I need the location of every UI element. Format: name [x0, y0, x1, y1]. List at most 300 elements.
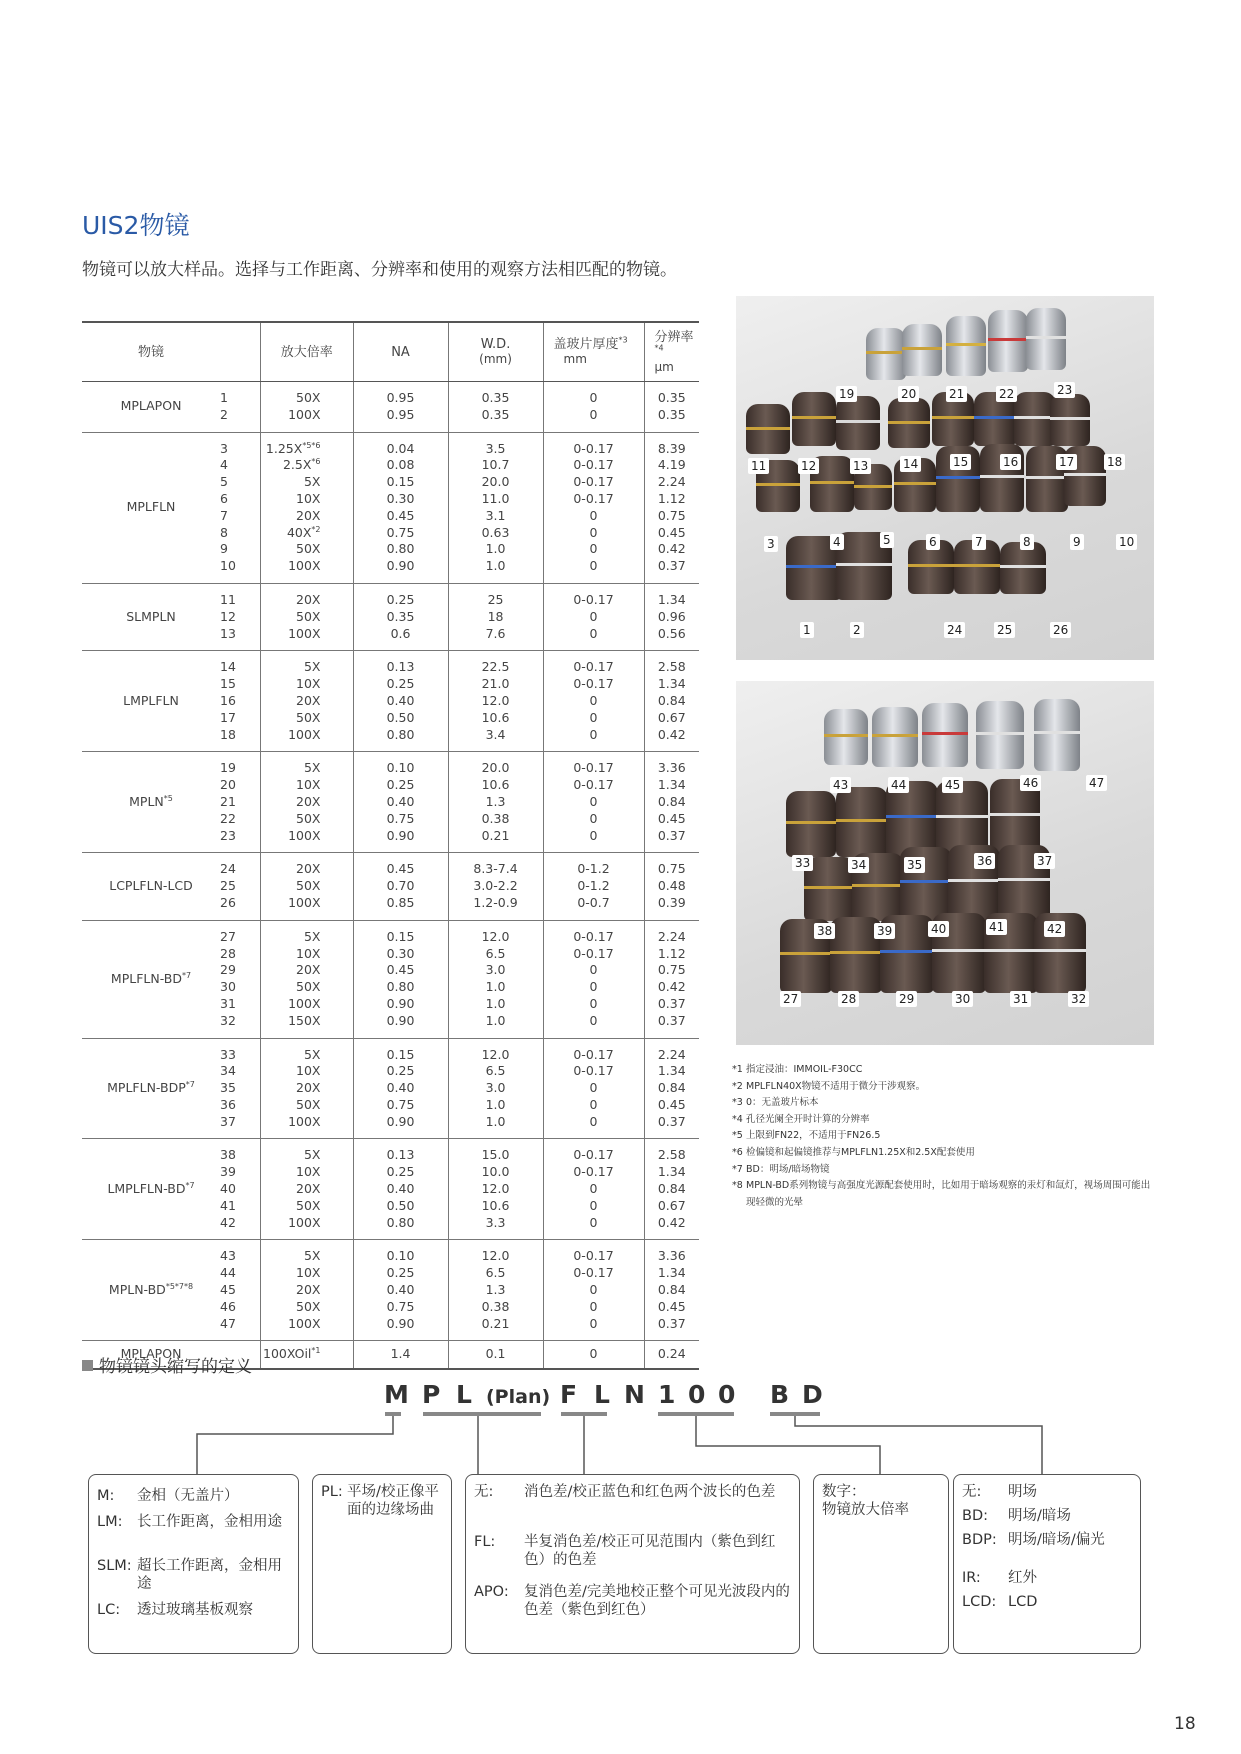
cover-cell — [543, 752, 644, 853]
cover-value: 0 — [589, 1282, 598, 1298]
table-header-row — [82, 322, 699, 382]
res-value: 1.34 — [657, 1164, 686, 1180]
cover-value: 0-0.17 — [573, 1063, 614, 1079]
lens-color-band — [974, 416, 1016, 419]
wd-value: 1.0 — [485, 995, 506, 1011]
wd-value: 18 — [487, 608, 504, 624]
na-value: 0.30 — [386, 490, 415, 506]
objective-number-label: 35 — [904, 857, 925, 873]
header-number — [220, 322, 261, 382]
cover-value: 0 — [589, 1080, 598, 1096]
definition-row — [822, 1483, 942, 1519]
definition-value: LCD — [1008, 1594, 1038, 1610]
wd-value: 22.5 — [481, 659, 510, 675]
objective-number-label: 30 — [952, 991, 973, 1007]
magnification-text: 100X — [288, 827, 321, 843]
definition-key: 数字： — [822, 1484, 866, 1500]
magnification-cell — [261, 583, 354, 650]
objective-number-cell — [220, 1139, 261, 1240]
code-letter-d: D — [802, 1380, 823, 1409]
definition-value: 红外 — [1008, 1570, 1037, 1586]
res-value: 0.37 — [657, 1012, 686, 1028]
code-letter-f: F — [560, 1380, 578, 1409]
na-value: 0.80 — [386, 1214, 415, 1230]
na-cell — [353, 1139, 448, 1240]
cover-cell — [543, 1038, 644, 1139]
code-letter-b: B — [770, 1380, 790, 1409]
objective-number: 39 — [220, 1164, 236, 1180]
magnification-text: 20X — [296, 692, 321, 708]
table-row — [82, 432, 699, 583]
res-value: 0.67 — [657, 1197, 686, 1213]
objective-number-label: 43 — [830, 777, 851, 793]
lens-color-band — [900, 880, 952, 883]
table-row — [82, 651, 699, 752]
definition-value: 消色差/校正蓝色和红色两个波长的色差 — [524, 1484, 776, 1500]
lens-color-band — [780, 952, 832, 955]
wd-value: 21.0 — [481, 676, 510, 692]
wd-value: 12.0 — [481, 1248, 510, 1264]
objective-number: 42 — [220, 1214, 236, 1230]
magnification-text: 10X — [296, 676, 321, 692]
objective-number-label: 24 — [944, 622, 965, 638]
magnification-text: 10X — [296, 945, 321, 961]
definition-value: 物镜放大倍率 — [822, 1502, 909, 1518]
cover-value: 0 — [589, 1214, 598, 1230]
objective-number-label: 12 — [798, 458, 819, 474]
objectives-photo-1 — [736, 296, 1154, 660]
magnification-value — [263, 1198, 351, 1215]
magnification-cell — [261, 1038, 354, 1139]
magnification-text: 100X — [288, 995, 321, 1011]
na-cell — [353, 1341, 448, 1369]
objective-number-label: 15 — [950, 454, 971, 470]
lens-color-band — [998, 878, 1050, 881]
underline-bd — [770, 1412, 820, 1416]
header-cover-line1: 盖玻片厚度 — [553, 337, 619, 352]
res-value: 0.96 — [657, 608, 686, 624]
objective-number: 26 — [220, 894, 236, 910]
magnification-value — [263, 390, 351, 407]
res-cell — [644, 752, 699, 853]
objective-name: MPLN-BD — [108, 1282, 166, 1298]
objective-footnote-mark: *5 — [163, 793, 173, 803]
objective-number-label: 3 — [764, 536, 778, 552]
objective-number: 23 — [220, 827, 236, 843]
code-digit-0b: 0 — [718, 1380, 736, 1409]
objective-number-label: 21 — [946, 386, 967, 402]
definition-value: 明场/暗场 — [1008, 1508, 1071, 1524]
na-value: 0.25 — [386, 1265, 415, 1281]
magnification-value — [263, 1114, 351, 1131]
footnote-text: 孔径光阑全开时计算的分辨率 — [746, 1113, 870, 1125]
objective-number-label: 41 — [986, 919, 1007, 935]
objective-number-label: 8 — [1020, 534, 1034, 550]
cover-value: 0 — [589, 390, 598, 405]
cover-value: 0-0.17 — [573, 760, 614, 776]
magnification-text: 5X — [303, 928, 321, 944]
objective-number-label: 17 — [1056, 454, 1077, 470]
wd-value: 1.0 — [485, 1012, 506, 1028]
na-value: 0.85 — [386, 894, 415, 910]
res-value: 2.24 — [657, 474, 686, 490]
magnification-value — [263, 592, 351, 609]
cover-value: 0 — [589, 524, 598, 540]
magnification-value — [263, 407, 351, 424]
na-value: 0.90 — [386, 827, 415, 843]
wd-value: 10.6 — [481, 1197, 510, 1213]
footnote-mark: *1 — [732, 1064, 743, 1075]
magnification-text: 100XOil — [263, 1346, 312, 1362]
res-value: 0.37 — [657, 1113, 686, 1129]
res-value: 0.45 — [657, 810, 686, 826]
objective-number-label: 37 — [1034, 853, 1055, 869]
na-value: 0.40 — [386, 692, 415, 708]
wd-value: 0.21 — [481, 827, 510, 843]
magnification-value — [263, 1047, 351, 1064]
footnote-item — [732, 1062, 1152, 1079]
footnote-item — [732, 1145, 1152, 1162]
definition-row — [474, 1583, 794, 1619]
magnification-value — [263, 1346, 351, 1363]
magnification-text: 10X — [296, 1265, 321, 1281]
na-value: 0.40 — [386, 1181, 415, 1197]
na-value: 0.10 — [386, 760, 415, 776]
objective-number: 44 — [220, 1265, 236, 1281]
objective-footnote-mark: *7 — [181, 970, 192, 980]
magnification-text: 20X — [296, 1282, 321, 1298]
definition-box-magnification — [813, 1474, 949, 1654]
lens-color-band — [946, 343, 986, 346]
objective-number: 8 — [220, 524, 228, 540]
objective-number-label: 40 — [928, 921, 949, 937]
wd-value: 0.21 — [481, 1315, 510, 1331]
magnification-text: 100X — [288, 625, 321, 641]
wd-value: 0.38 — [481, 810, 510, 826]
lens-color-band — [836, 420, 880, 423]
cover-value: 0-1.2 — [577, 878, 610, 894]
res-value: 0.45 — [657, 1298, 686, 1314]
cover-value: 0 — [589, 793, 598, 809]
objective-number: 31 — [220, 995, 236, 1011]
cover-cell — [543, 651, 644, 752]
na-value: 0.25 — [386, 777, 415, 793]
objective-lens-image — [792, 392, 836, 446]
cover-cell — [543, 382, 644, 433]
magnification-text: 40X — [286, 524, 312, 540]
objective-number-label: 6 — [926, 534, 940, 550]
wd-value: 8.3-7.4 — [473, 861, 518, 877]
magnification-text: 20X — [296, 1080, 321, 1096]
objective-number-label: 4 — [830, 534, 844, 550]
lens-color-band — [852, 884, 904, 887]
res-cell — [644, 853, 699, 920]
cover-cell — [543, 1139, 644, 1240]
magnification-text: 100X — [288, 1214, 321, 1230]
objective-name: LMPLFLN-BD — [107, 1181, 186, 1197]
na-value: 0.50 — [386, 1197, 415, 1213]
cover-value: 0-0.17 — [573, 440, 614, 456]
objective-number: 37 — [220, 1113, 236, 1129]
table-row — [82, 853, 699, 920]
objective-number-label: 11 — [748, 458, 769, 474]
res-value: 1.12 — [657, 945, 686, 961]
na-value: 0.15 — [386, 928, 415, 944]
magnification-value — [263, 1080, 351, 1097]
na-value: 0.80 — [386, 726, 415, 742]
cover-value: 0-0.17 — [573, 945, 614, 961]
objective-number: 46 — [220, 1298, 236, 1314]
definition-box-plan — [312, 1474, 452, 1654]
objective-name: MPLN — [129, 793, 164, 809]
lens-color-band — [830, 951, 882, 954]
cover-value: 0-0.17 — [573, 1046, 614, 1062]
objective-number-label: 45 — [942, 777, 963, 793]
definition-row — [97, 1557, 287, 1593]
definition-key: BD: — [962, 1508, 988, 1524]
objective-number-cell — [220, 1240, 261, 1341]
magnification-value — [263, 609, 351, 626]
objective-number-label: 16 — [1000, 454, 1021, 470]
wd-value: 25 — [487, 591, 504, 607]
magnification-value — [263, 1164, 351, 1181]
objective-name-cell — [82, 752, 220, 853]
objective-name-cell — [82, 1038, 220, 1139]
magnification-footnote-mark: *6 — [311, 457, 321, 467]
objective-number-label: 9 — [1070, 534, 1084, 550]
na-cell — [353, 752, 448, 853]
definition-value: 金相（无盖片） — [137, 1488, 239, 1504]
objective-name-cell — [82, 583, 220, 650]
magnification-text: 50X — [296, 878, 321, 894]
code-letter-l: L — [456, 1380, 472, 1409]
cover-cell — [543, 853, 644, 920]
objective-number-label: 42 — [1044, 921, 1065, 937]
objective-number-label: 33 — [792, 855, 813, 871]
definition-value: 长工作距离，金相用途 — [137, 1514, 282, 1530]
code-letter-m: M — [384, 1380, 409, 1409]
res-cell — [644, 583, 699, 650]
magnification-cell — [261, 853, 354, 920]
res-value: 0.75 — [657, 962, 686, 978]
res-value: 0.84 — [657, 1181, 686, 1197]
magnification-text: 10X — [296, 1063, 321, 1079]
code-letter-p: P — [422, 1380, 441, 1409]
na-value: 0.50 — [386, 709, 415, 725]
na-cell — [353, 583, 448, 650]
magnification-text: 100X — [288, 1113, 321, 1129]
page-title: UIS2物镜 — [82, 211, 190, 240]
objective-number: 4 — [220, 457, 228, 473]
res-value: 0.84 — [657, 793, 686, 809]
objective-lens-image — [836, 396, 880, 450]
magnification-value — [263, 794, 351, 811]
objective-name: LMPLFLN — [123, 692, 179, 708]
cover-value: 0 — [589, 1346, 598, 1362]
magnification-value — [263, 946, 351, 963]
magnification-value — [263, 777, 351, 794]
res-value: 1.34 — [657, 676, 686, 692]
magnification-cell — [261, 1139, 354, 1240]
cover-value: 0-0.17 — [573, 1248, 614, 1264]
magnification-text: 50X — [296, 541, 321, 557]
wd-cell — [448, 382, 543, 433]
na-cell — [353, 853, 448, 920]
wd-cell — [448, 583, 543, 650]
definition-row — [962, 1593, 1128, 1611]
cover-value: 0 — [589, 1315, 598, 1331]
footnote-mark: *4 — [732, 1113, 743, 1125]
objective-name: MPLFLN — [126, 499, 176, 515]
magnification-value — [263, 457, 351, 474]
lens-color-band — [1000, 565, 1046, 568]
magnification-text: 100X — [288, 726, 321, 742]
res-cell — [644, 1341, 699, 1369]
res-value: 0.75 — [657, 507, 686, 523]
table-row — [82, 752, 699, 853]
objective-number-label: 39 — [874, 923, 895, 939]
res-value: 2.24 — [657, 1046, 686, 1062]
magnification-text: 20X — [296, 1181, 321, 1197]
objective-footnote-mark: *5*7*8 — [165, 1281, 194, 1291]
definition-row — [962, 1483, 1128, 1501]
magnification-cell — [261, 1240, 354, 1341]
res-value: 0.35 — [657, 406, 686, 422]
wd-cell — [448, 853, 543, 920]
definition-row — [962, 1507, 1128, 1525]
cover-value: 0-1.2 — [577, 861, 610, 877]
wd-value: 3.3 — [485, 1214, 506, 1230]
lens-color-band — [984, 949, 1038, 952]
wd-value: 6.5 — [485, 1265, 506, 1281]
magnification-text: 50X — [296, 1096, 321, 1112]
definition-key: LC: — [97, 1602, 121, 1618]
magnification-cell — [261, 651, 354, 752]
cover-cell — [543, 920, 644, 1038]
footnote-mark: *6 — [732, 1146, 743, 1158]
na-value: 0.90 — [386, 1012, 415, 1028]
definition-row — [97, 1513, 287, 1531]
objective-number: 5 — [220, 474, 228, 490]
wd-value: 1.0 — [485, 1113, 506, 1129]
page-number: 18 — [1174, 1714, 1196, 1734]
lens-color-band — [990, 813, 1040, 816]
definition-key: IR: — [962, 1570, 981, 1586]
magnification-value — [263, 1316, 351, 1333]
magnification-text: 50X — [296, 608, 321, 624]
magnification-value — [263, 693, 351, 710]
objective-number: 30 — [220, 979, 236, 995]
objective-number: 25 — [220, 878, 236, 894]
magnification-text: 10X — [296, 490, 321, 506]
na-value: 0.35 — [386, 608, 415, 624]
magnification-text: 50X — [296, 1197, 321, 1213]
objective-name-cell — [82, 651, 220, 752]
objective-number: 22 — [220, 810, 236, 826]
footnote-mark: *5 — [732, 1130, 743, 1142]
objective-number-label: 38 — [814, 923, 835, 939]
wd-value: 10.0 — [481, 1164, 510, 1180]
magnification-text: 50X — [296, 810, 321, 826]
res-cell — [644, 651, 699, 752]
objective-number: 12 — [220, 608, 236, 624]
cover-value: 0 — [589, 995, 598, 1011]
magnification-text: 100X — [288, 558, 321, 574]
objective-number-label: 27 — [780, 991, 801, 1007]
magnification-value — [263, 1299, 351, 1316]
objective-number-label: 36 — [974, 853, 995, 869]
definition-key: APO: — [474, 1584, 509, 1600]
wd-value: 1.2-0.9 — [473, 894, 518, 910]
footnote-text: MPLN-BD系列物镜与高强度光源配套使用时，比如用于暗场观察的汞灯和氙灯，视场周围可能出现轻微的光晕 — [746, 1180, 1151, 1208]
na-value: 0.75 — [386, 810, 415, 826]
res-value: 0.42 — [657, 541, 686, 557]
magnification-value — [263, 525, 351, 542]
objective-number: 14 — [220, 659, 236, 675]
objective-number-label: 29 — [896, 991, 917, 1007]
objective-number: 40 — [220, 1181, 236, 1197]
objective-number-label: 18 — [1104, 454, 1125, 470]
wd-value: 0.35 — [481, 390, 510, 405]
na-cell — [353, 1240, 448, 1341]
lens-color-band — [866, 351, 906, 354]
objective-number: 38 — [220, 1147, 236, 1163]
na-cell — [353, 1038, 448, 1139]
objective-number: 45 — [220, 1282, 236, 1298]
cover-value: 0 — [589, 541, 598, 557]
objective-number: 13 — [220, 625, 236, 641]
objective-lens-image — [976, 701, 1024, 769]
lens-color-band — [922, 732, 968, 735]
magnification-value — [263, 541, 351, 558]
objective-number-label: 20 — [898, 386, 919, 402]
objective-number: 17 — [220, 709, 236, 725]
cover-value: 0-0.7 — [577, 894, 610, 910]
magnification-cell — [261, 432, 354, 583]
objective-number-cell — [220, 853, 261, 920]
res-value: 0.42 — [657, 1214, 686, 1230]
objective-lens-image — [946, 316, 986, 376]
objective-name-cell — [82, 853, 220, 920]
magnification-value — [263, 828, 351, 845]
objective-number: 21 — [220, 793, 236, 809]
res-value: 2.58 — [657, 1147, 686, 1163]
na-value: 0.90 — [386, 1113, 415, 1129]
magnification-footnote-mark: *2 — [311, 524, 321, 534]
magnification-value — [263, 676, 351, 693]
magnification-text: 5X — [303, 1046, 321, 1062]
res-value: 0.37 — [657, 995, 686, 1011]
magnification-value — [263, 861, 351, 878]
lens-color-band — [746, 427, 790, 430]
wd-cell — [448, 432, 543, 583]
objective-number-cell — [220, 1038, 261, 1139]
magnification-value — [263, 1282, 351, 1299]
lens-color-band — [872, 734, 918, 737]
na-value: 0.90 — [386, 558, 415, 574]
wd-value: 20.0 — [481, 474, 510, 490]
objective-number-label: 14 — [900, 456, 921, 472]
wd-value: 15.0 — [481, 1147, 510, 1163]
magnification-text: 20X — [296, 962, 321, 978]
objective-number: 18 — [220, 726, 236, 742]
table-row — [82, 920, 699, 1038]
cover-value: 0-0.17 — [573, 457, 614, 473]
footnote-text: 检偏镜和起偏镜推荐与MPLFLN1.25X和2.5X配套使用 — [746, 1146, 975, 1158]
lens-color-band — [1034, 949, 1086, 952]
magnification-text: 20X — [296, 507, 321, 523]
objective-name-cell — [82, 432, 220, 583]
